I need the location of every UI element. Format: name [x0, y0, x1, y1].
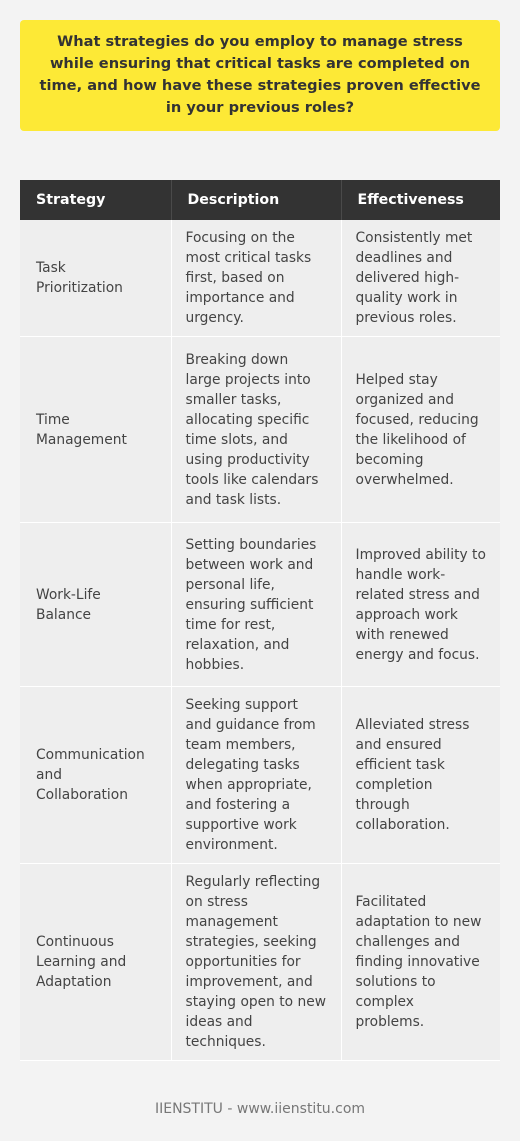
header-description: Description [171, 180, 341, 220]
description-cell: Setting boundaries between work and personal life, ensuring sufficient time for rest, relaxation, and hobbies. [171, 523, 341, 687]
table-row [20, 523, 500, 687]
question-banner [20, 20, 500, 131]
strategy-cell: Time Management [20, 337, 171, 523]
strategy-table [20, 180, 500, 1061]
effectiveness-cell: Helped stay organized and focused, reducing the likelihood of becoming overwhelmed. [341, 337, 500, 523]
header-effectiveness: Effectiveness [341, 180, 500, 220]
strategy-cell: Communication and Collaboration [20, 687, 171, 864]
table-row [20, 337, 500, 523]
strategy-cell: Work-Life Balance [20, 523, 171, 687]
description-cell: Focusing on the most critical tasks first, based on importance and urgency. [171, 220, 341, 337]
effectiveness-cell: Facilitated adaptation to new challenges and finding innovative solutions to complex problems. [341, 864, 500, 1061]
header-row [20, 180, 500, 220]
strategy-cell: Continuous Learning and Adaptation [20, 864, 171, 1061]
question-text: What strategies do you employ to manage stress while ensuring that critical tasks are completed on time, and how have these strategies proven effective in your previous roles? [39, 32, 481, 116]
strategy-cell: Task Prioritization [20, 220, 171, 337]
table-row [20, 687, 500, 864]
effectiveness-cell: Improved ability to handle work-related stress and approach work with renewed energy and focus. [341, 523, 500, 687]
strategy-table-container [20, 180, 500, 1061]
description-cell: Breaking down large projects into smaller tasks, allocating specific time slots, and using productivity tools like calendars and task lists. [171, 337, 341, 523]
header-strategy: Strategy [20, 180, 171, 220]
effectiveness-cell: Alleviated stress and ensured efficient task completion through collaboration. [341, 687, 500, 864]
table-row [20, 220, 500, 337]
description-cell: Seeking support and guidance from team members, delegating tasks when appropriate, and fostering a supportive work environment. [171, 687, 341, 864]
description-cell: Regularly reflecting on stress management strategies, seeking opportunities for improvement, and staying open to new ideas and techniques. [171, 864, 341, 1061]
effectiveness-cell: Consistently met deadlines and delivered high-quality work in previous roles. [341, 220, 500, 337]
footer-credit: IIENSTITU - www.iienstitu.com [154, 1101, 366, 1117]
table-row [20, 864, 500, 1061]
table-header [20, 180, 500, 220]
table-body [20, 220, 500, 1061]
